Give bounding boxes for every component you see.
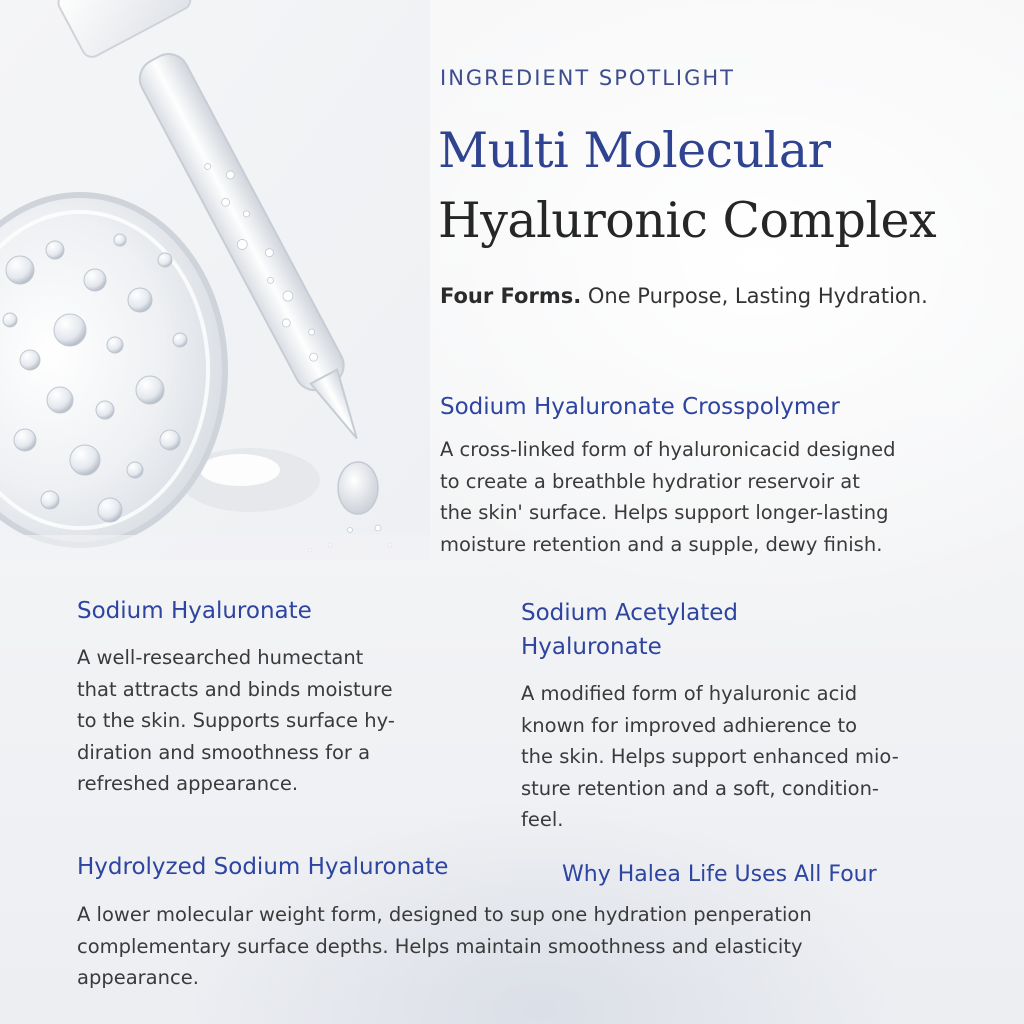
- description-line: the skin' surface. Helps support longer-lasting: [440, 501, 889, 524]
- tagline-bold: Four Forms.: [440, 284, 582, 308]
- description-line: complementary surface depths. Helps maintain smoothness and elasticity: [77, 934, 803, 958]
- why-heading: Why Halea Life Uses All Four: [562, 862, 877, 887]
- tagline: [440, 284, 928, 308]
- description-line: A well-researched humectant: [77, 646, 364, 669]
- description-line: diration and smoothness for a: [77, 740, 371, 764]
- ingredient-heading-acetylated-line-1: Sodium Acetylated: [521, 600, 738, 626]
- ingredient-heading-crosspolymer: Sodium Hyaluronate Crosspolymer: [440, 394, 840, 420]
- ingredient-heading-acetylated-line-2: Hyaluronate: [521, 634, 662, 660]
- eyebrow-label: INGREDIENT SPOTLIGHT: [440, 66, 736, 90]
- description-line: A cross-linked form of hyaluronicacid designed: [440, 438, 896, 461]
- description-line: feel.: [521, 808, 564, 831]
- description-line: refreshed appearance.: [77, 772, 299, 795]
- description-line: the skin. Helps support enhanced mio-: [521, 745, 899, 768]
- ingredient-heading-sodium-hyaluronate: Sodium Hyaluronate: [77, 598, 312, 624]
- description-line: A modified form of hyaluronic acid: [521, 682, 858, 705]
- ingredient-description-hydrolyzed: [77, 899, 812, 994]
- description-line: moisture retention and a supple, dewy finish.: [440, 532, 883, 556]
- description-line: known for improved adhierence to: [521, 713, 858, 737]
- tagline-rest: One Purpose, Lasting Hydration.: [581, 284, 928, 308]
- description-line: that attracts and binds moisture: [77, 677, 393, 701]
- serum-dropper-photo: [0, 0, 430, 560]
- ingredient-description-acetylated: [521, 678, 899, 836]
- description-line: A lower molecular weight form, designed to sup one hydration penperation: [77, 903, 812, 926]
- serum-dropper-illustration: [0, 0, 430, 560]
- ingredient-description-sodium-hyaluronate: [77, 642, 395, 800]
- page-title-line-2: Hyaluronic Complex: [438, 192, 937, 249]
- description-line: appearance.: [77, 966, 199, 989]
- page-title-line-1: Multi Molecular: [438, 122, 831, 179]
- description-line: to create a breathble hydratior reservoir at: [440, 469, 860, 493]
- description-line: sture retention and a soft, condition-: [521, 776, 879, 800]
- ingredient-heading-hydrolyzed: Hydrolyzed Sodium Hyaluronate: [77, 854, 449, 880]
- ingredient-description-crosspolymer: [440, 434, 896, 560]
- description-line: to the skin. Supports surface hy-: [77, 709, 395, 732]
